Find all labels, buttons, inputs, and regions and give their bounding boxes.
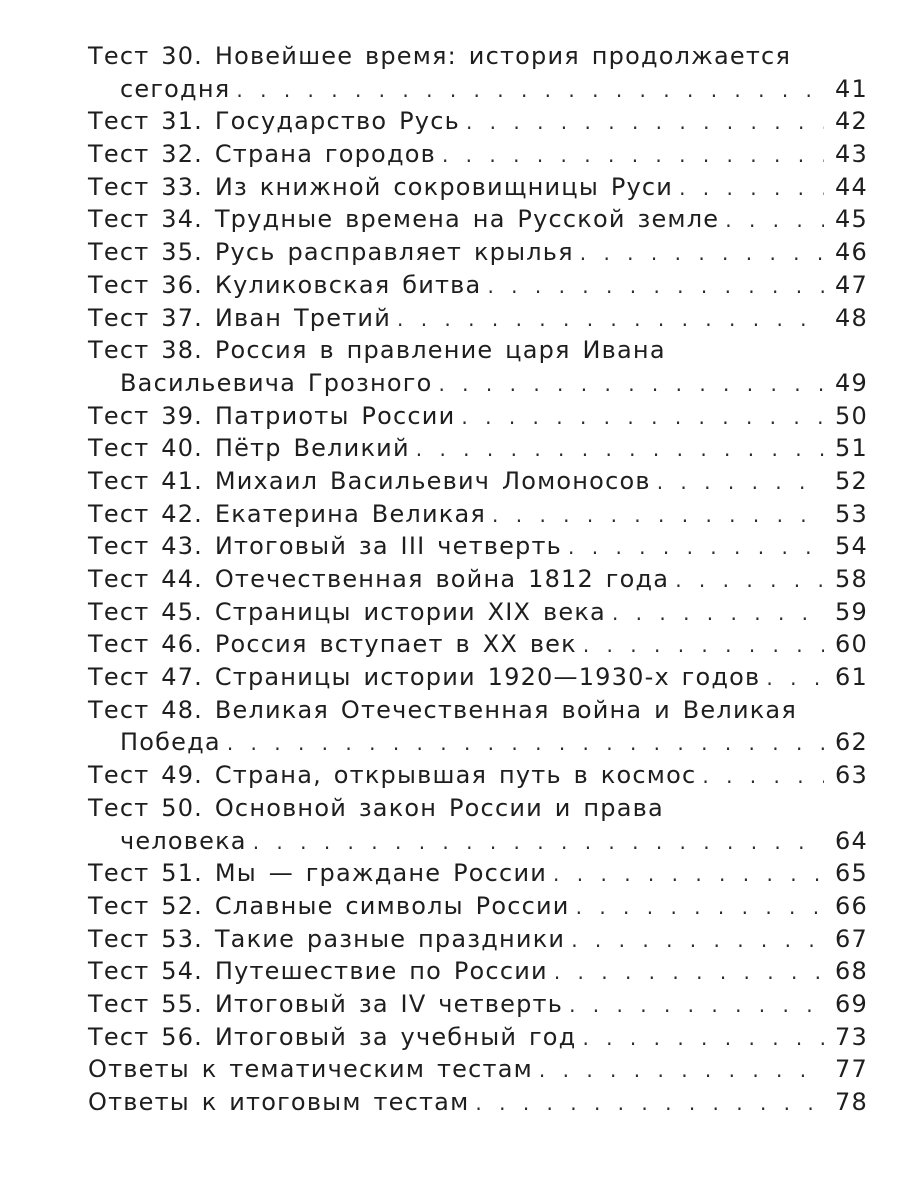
toc-entry-line <box>88 988 868 1021</box>
toc-page-number: 73 <box>835 1022 868 1051</box>
dot-leader <box>397 303 824 336</box>
toc-entry-line <box>88 432 868 465</box>
toc-entry-line <box>88 563 868 596</box>
toc-entry-line <box>88 596 868 629</box>
toc-entry <box>88 465 868 498</box>
toc-page-number: 77 <box>835 1055 868 1084</box>
toc-entry-line <box>88 694 868 727</box>
dot-leader <box>487 270 824 303</box>
toc-entry-title: Тест 39. Патриоты России <box>88 401 456 430</box>
toc-page-number: 44 <box>835 172 868 201</box>
toc-entry-line <box>88 236 868 269</box>
toc-entry-title: Тест 33. Из книжной сокровищницы Руси <box>88 172 674 201</box>
dot-leader <box>554 956 824 989</box>
toc-entry-line <box>88 269 868 302</box>
toc-page-number: 78 <box>835 1088 868 1116</box>
toc-page-number: 50 <box>835 401 868 430</box>
toc-entry-title: сегодня <box>120 74 231 103</box>
toc-entry <box>88 563 868 596</box>
toc-entry-title: Тест 49. Страна, открывшая путь в космос <box>88 761 697 790</box>
toc-entry-continuation <box>88 726 868 759</box>
toc-entry-title: Тест 30. Новейшее время: история продолжается <box>88 42 792 70</box>
toc-entry <box>88 105 868 138</box>
toc-entry-line <box>88 171 868 204</box>
toc-entry <box>88 302 868 335</box>
toc-entry-line <box>88 302 868 335</box>
dot-leader <box>438 368 824 401</box>
toc-entry-title: Тест 31. Государство Русь <box>88 107 460 136</box>
dot-leader <box>702 760 824 793</box>
toc-entry-line <box>88 792 868 825</box>
dot-leader <box>576 891 824 924</box>
toc-entry-title: Тест 47. Страницы истории 1920—1930-х годов <box>88 663 761 692</box>
toc-entry <box>88 890 868 923</box>
toc-page-number: 47 <box>835 270 868 299</box>
toc-page-number: 61 <box>835 663 868 692</box>
toc-entry-title: Победа <box>120 728 221 757</box>
dot-leader <box>236 74 824 107</box>
toc-entry-title: Тест 36. Куликовская битва <box>88 270 482 299</box>
toc-page-number: 59 <box>835 597 868 626</box>
dot-leader <box>571 924 824 957</box>
dot-leader <box>657 466 824 499</box>
toc-page-number: 67 <box>835 924 868 953</box>
toc-entry <box>88 334 868 399</box>
toc-entry <box>88 661 868 694</box>
toc-page-number: 64 <box>835 826 868 855</box>
toc-entry-title: Тест 51. Мы — граждане России <box>88 859 548 888</box>
toc-entry-title: Тест 48. Великая Отечественная война и Великая <box>88 695 797 724</box>
toc-page-number: 48 <box>835 303 868 332</box>
dot-leader <box>725 204 824 237</box>
toc-page-number: 66 <box>835 891 868 920</box>
toc-entry-line <box>88 334 868 367</box>
dot-leader <box>583 629 824 662</box>
toc-page-number: 62 <box>835 728 868 757</box>
toc-page-number: 42 <box>835 107 868 136</box>
toc-entry-title: Тест 52. Славные символы России <box>88 891 570 920</box>
toc-entry-title: Тест 32. Страна городов <box>88 140 436 169</box>
toc-entry-line <box>88 890 868 923</box>
toc-entry-title: Тест 50. Основной закон России и права <box>88 793 664 822</box>
dot-leader <box>675 564 824 597</box>
toc-entry-continuation <box>88 367 868 400</box>
toc-entry <box>88 1053 868 1086</box>
toc-entry-line <box>88 105 868 138</box>
toc-entry-line <box>88 1086 868 1119</box>
toc-entry-line <box>88 661 868 694</box>
toc-entry <box>88 269 868 302</box>
toc-entry <box>88 400 868 433</box>
toc-entry-title: Тест 34. Трудные времена на Русской земле <box>88 205 720 234</box>
toc-entry-line <box>88 203 868 236</box>
toc-entry-line <box>88 400 868 433</box>
dot-leader <box>679 172 824 205</box>
toc-entry-line <box>88 1021 868 1054</box>
toc-entry-title: Тест 43. Итоговый за III четверть <box>88 532 563 561</box>
toc-entry-title: Тест 46. Россия вступает в XX век <box>88 630 577 659</box>
toc-entry-continuation <box>88 825 868 858</box>
toc-entry-title: Ответы к тематическим тестам <box>88 1055 533 1084</box>
dot-leader <box>612 597 824 630</box>
toc-entry-line <box>88 465 868 498</box>
dot-leader <box>475 1087 824 1120</box>
toc-entry <box>88 40 868 105</box>
toc-page-number: 52 <box>835 466 868 495</box>
toc-entry-title: Тест 44. Отечественная война 1812 года <box>88 565 670 593</box>
toc-entry-line <box>88 530 868 563</box>
toc-page-number: 43 <box>835 140 868 169</box>
dot-leader <box>227 727 824 760</box>
toc-entry-title: Тест 55. Итоговый за IV четверть <box>88 989 564 1018</box>
toc-entry-line <box>88 955 868 988</box>
dot-leader <box>416 433 824 466</box>
toc-page-number: 68 <box>835 957 868 986</box>
toc-entry-title: Васильевича Грозного <box>120 368 433 397</box>
dot-leader <box>553 858 824 891</box>
toc-entry-continuation <box>88 73 868 106</box>
toc-entry <box>88 498 868 531</box>
toc-page-number: 54 <box>835 532 868 561</box>
toc-entry-title: Ответы к итоговым тестам <box>88 1088 470 1116</box>
toc-page-number: 63 <box>835 761 868 790</box>
toc-entry-line <box>88 759 868 792</box>
toc-page-number: 58 <box>835 565 868 593</box>
toc-entry-line <box>88 40 868 73</box>
toc-entry <box>88 857 868 890</box>
toc-entry <box>88 988 868 1021</box>
toc-entry-title: Тест 56. Итоговый за учебный год <box>88 1022 577 1051</box>
dot-leader <box>539 1054 824 1087</box>
toc-entry-line <box>88 857 868 890</box>
toc-page-number: 69 <box>835 989 868 1018</box>
dot-leader <box>492 499 824 532</box>
toc-entry <box>88 171 868 204</box>
toc-entry <box>88 628 868 661</box>
toc-entry <box>88 236 868 269</box>
toc-entry <box>88 203 868 236</box>
toc-page-number: 53 <box>835 499 868 528</box>
toc-entry-line <box>88 923 868 956</box>
toc-entry-title: Тест 54. Путешествие по России <box>88 957 548 986</box>
toc-entry <box>88 1086 868 1119</box>
dot-leader <box>582 1022 824 1055</box>
toc-page-number: 65 <box>835 859 868 888</box>
toc-entry-title: Тест 38. Россия в правление царя Ивана <box>88 336 666 365</box>
toc-page-number: 51 <box>835 434 868 463</box>
toc-entry <box>88 759 868 792</box>
dot-leader <box>253 826 824 859</box>
dot-leader <box>466 106 824 139</box>
toc-entry <box>88 792 868 857</box>
toc-entry-line <box>88 1053 868 1086</box>
toc-page-number: 60 <box>835 630 868 659</box>
toc-entry <box>88 138 868 171</box>
dot-leader <box>568 531 824 564</box>
toc-entry-title: Тест 53. Такие разные праздники <box>88 924 566 953</box>
dot-leader <box>569 989 824 1022</box>
toc-entry-title: Тест 35. Русь расправляет крылья <box>88 238 574 267</box>
toc-entry <box>88 432 868 465</box>
dot-leader <box>580 237 824 270</box>
toc-entry <box>88 1021 868 1054</box>
toc-entry-title: Тест 41. Михаил Васильевич Ломоносов <box>88 466 651 495</box>
toc-entry <box>88 955 868 988</box>
toc-page-number: 41 <box>835 74 868 103</box>
toc-entry-line <box>88 498 868 531</box>
toc-entry <box>88 596 868 629</box>
toc-entry-line <box>88 628 868 661</box>
toc-entry-title: Тест 37. Иван Третий <box>88 303 391 332</box>
toc-entry <box>88 923 868 956</box>
toc-entry-title: Тест 40. Пётр Великий <box>88 434 410 463</box>
dot-leader <box>461 401 824 434</box>
table-of-contents <box>88 40 868 1119</box>
dot-leader <box>442 139 824 172</box>
dot-leader <box>766 662 824 695</box>
toc-entry-title: Тест 45. Страницы истории XIX века <box>88 597 606 626</box>
toc-entry-title: человека <box>120 826 247 855</box>
toc-page-number: 46 <box>835 238 868 267</box>
toc-entry <box>88 694 868 759</box>
toc-page-number: 45 <box>835 205 868 234</box>
toc-page-number: 49 <box>835 368 868 397</box>
toc-entry-title: Тест 42. Екатерина Великая <box>88 499 487 528</box>
toc-entry-line <box>88 138 868 171</box>
toc-entry <box>88 530 868 563</box>
